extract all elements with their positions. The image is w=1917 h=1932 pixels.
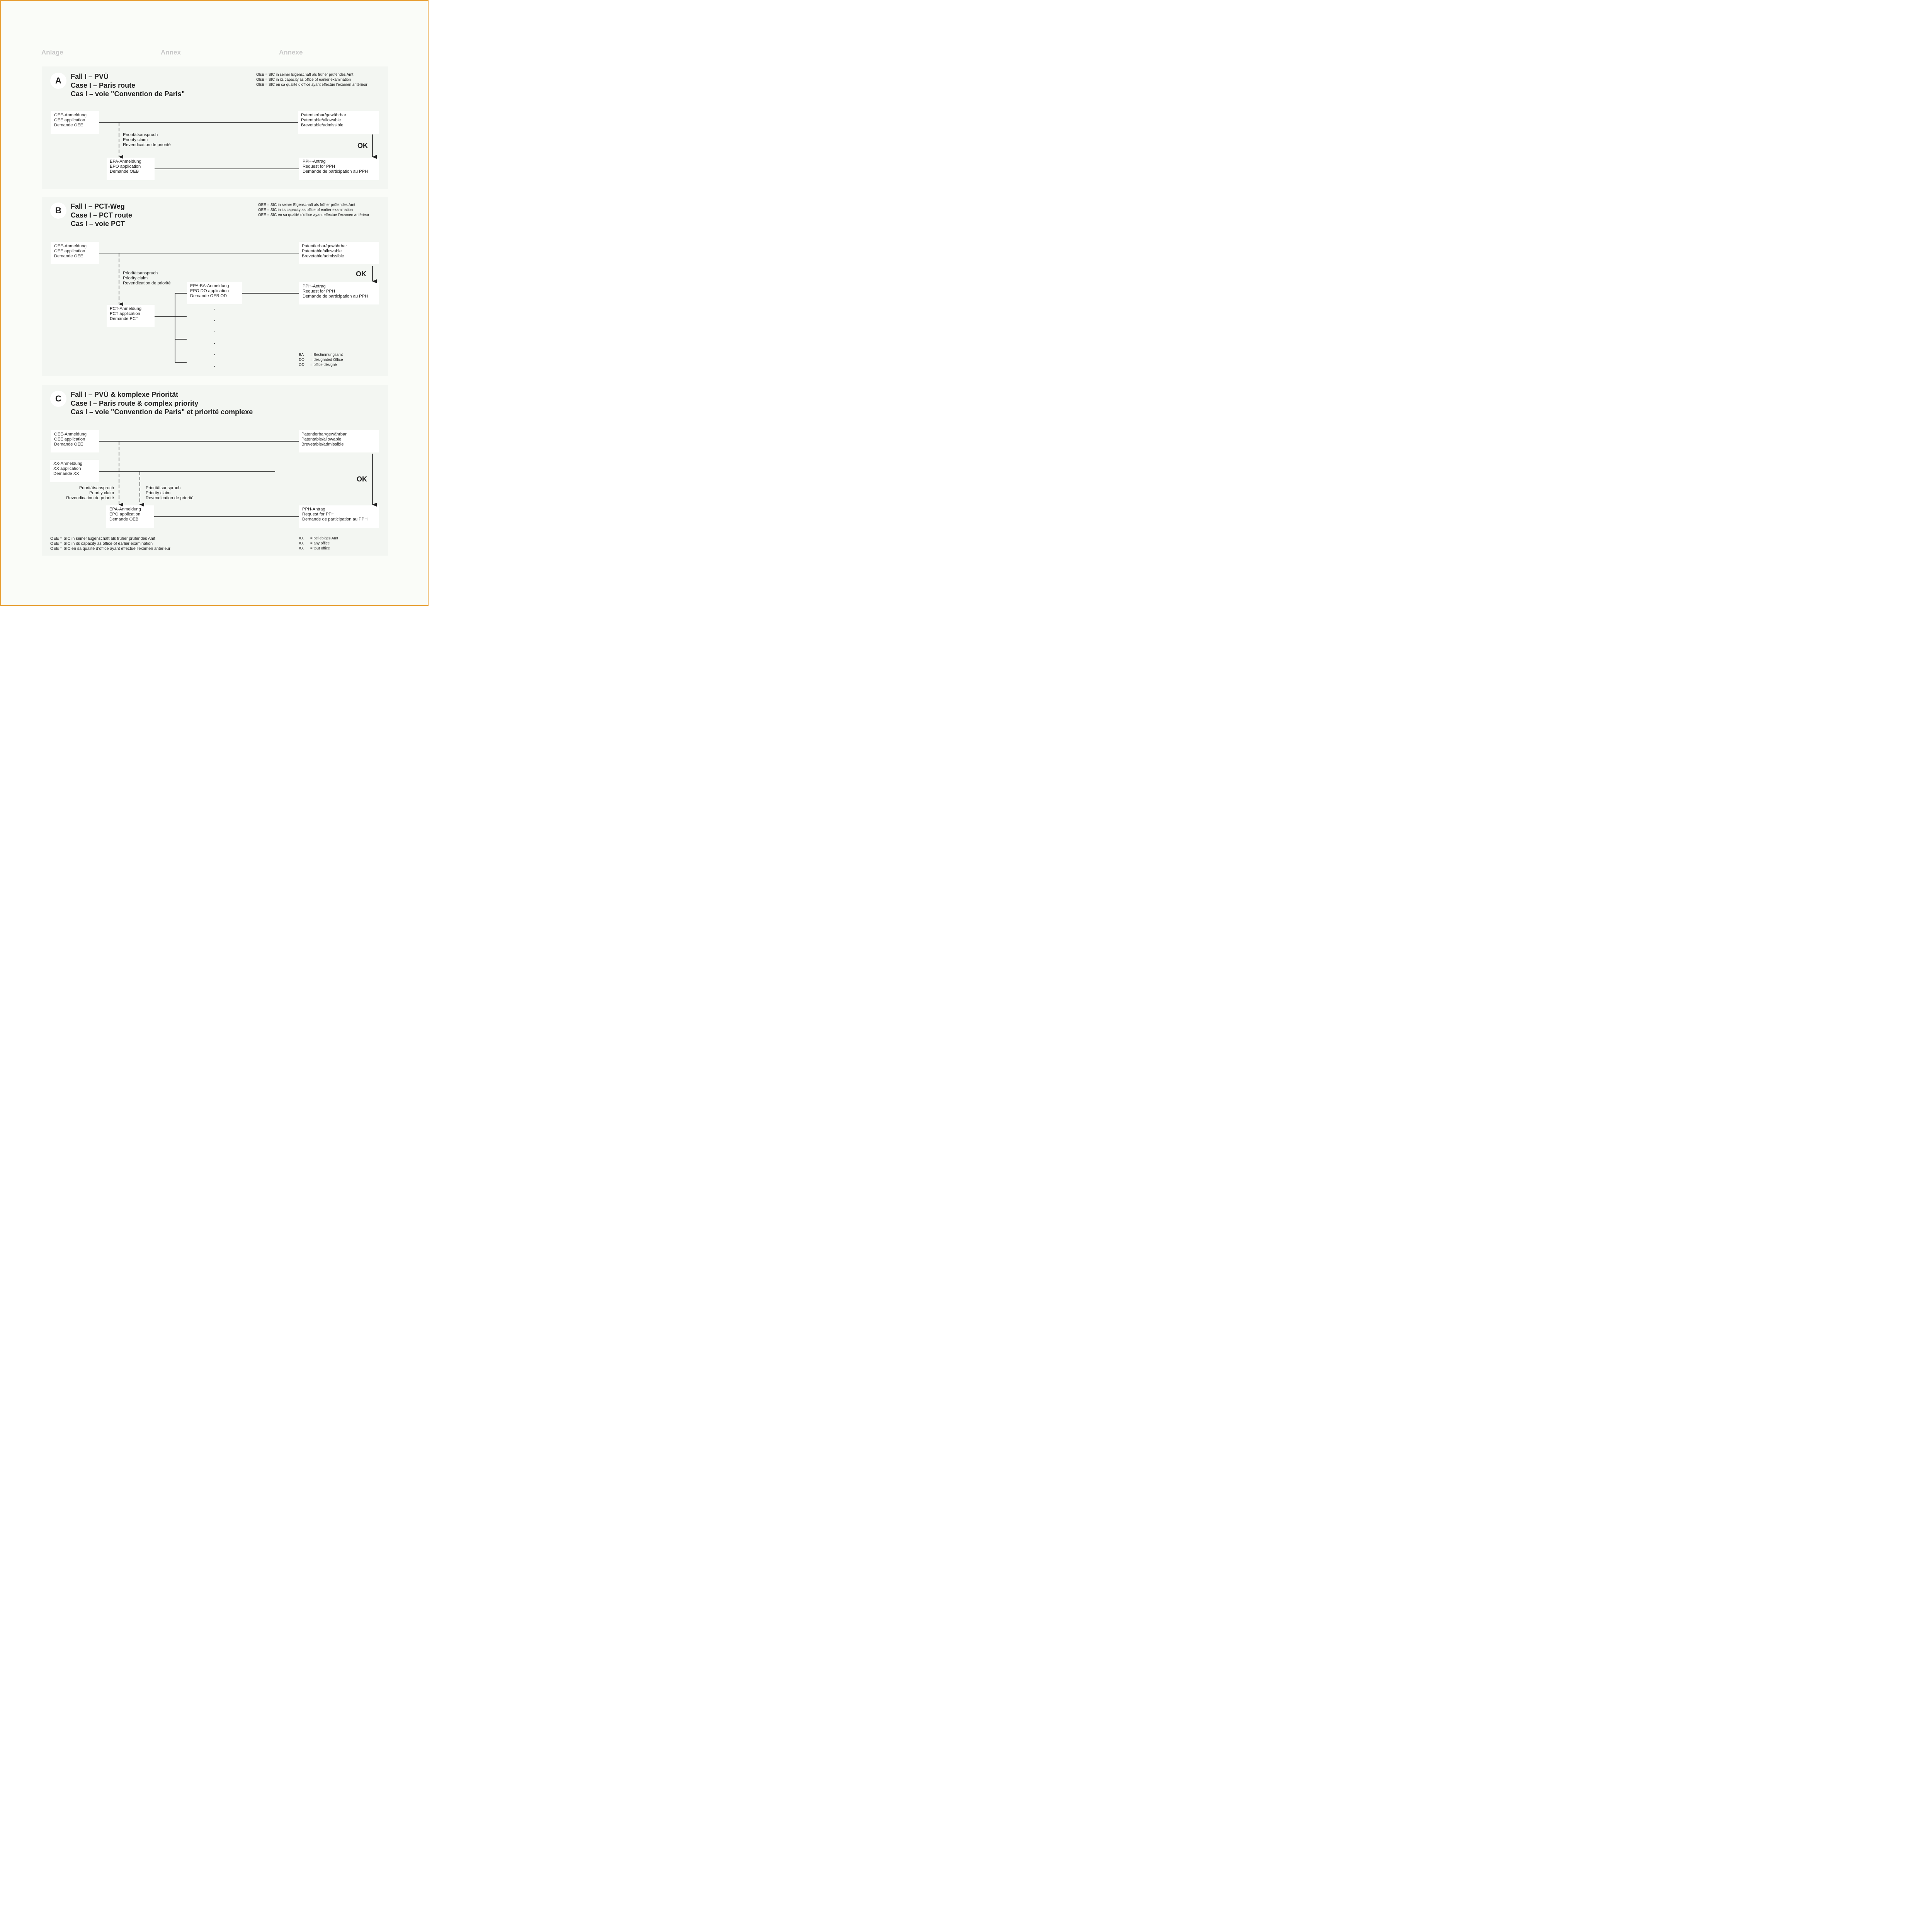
oee-application-label <box>54 244 87 259</box>
ok-label: OK <box>357 475 367 483</box>
label-line: PCT-Anmeldung <box>110 306 142 311</box>
panel-a-oee-legend <box>256 73 367 87</box>
legend-line: OEE = SIC en sa qualité d’office ayant effectué l’examen antérieur <box>258 213 369 217</box>
panel-a-letter: A <box>50 73 66 89</box>
abbrev-code: DO <box>299 357 304 362</box>
ok-label: OK <box>356 270 366 278</box>
abbrev-text: office désigné <box>313 362 337 367</box>
legend-line: OEE = SIC in its capacity as office of earlier examination <box>256 77 351 82</box>
label-line: Demande OEB <box>109 517 139 522</box>
ok-label: OK <box>357 142 368 150</box>
oee-application-label <box>54 113 87 128</box>
abbrev-text: designated Office <box>313 357 343 362</box>
abbrev-text: beliebiges Amt <box>313 536 338 541</box>
legend-line <box>299 353 343 358</box>
pct-application-label <box>110 306 141 321</box>
legend-line: OEE = SIC en sa qualité d’office ayant effectué l’examen antérieur <box>256 82 367 87</box>
label-line: Brevetable/admissible <box>301 442 344 447</box>
legend-line: OEE = SIC in seiner Eigenschaft als früher prüfendes Amt <box>256 73 354 77</box>
label-line: Demande OEB OD <box>190 294 227 298</box>
label-line: Priority claim <box>89 491 114 495</box>
page <box>0 0 429 606</box>
panel-b-letter: B <box>50 202 66 219</box>
header-anlage: Anlage <box>41 49 63 56</box>
abbrev-code: XX <box>299 541 304 546</box>
title-en: Case I – PCT route <box>71 211 133 219</box>
legend-line <box>299 536 338 541</box>
title-en: Case I – Paris route & complex priority <box>71 399 199 407</box>
label-line: Demande OEE <box>54 254 83 259</box>
label-line: PPH-Antrag <box>303 159 326 164</box>
label-line: EPA-Anmeldung <box>110 159 141 164</box>
label-line: EPO application <box>110 164 141 169</box>
ellipsis-dot <box>214 343 215 344</box>
label-line: Prioritätsanspruch <box>146 486 181 490</box>
abbrev-text: tout office <box>313 546 330 551</box>
label-line: Priority claim <box>123 138 148 142</box>
abbrev-code: XX <box>299 546 304 551</box>
header-annex: Annex <box>161 49 181 56</box>
panel-c-title <box>71 390 253 417</box>
label-line: Patentable/allowable <box>301 118 341 122</box>
panel-c-oee-legend <box>50 536 170 551</box>
label-line: PPH-Antrag <box>303 284 326 289</box>
panel-a-title <box>71 72 185 99</box>
abbrev-text: Bestimmungsamt <box>313 353 343 357</box>
title-en: Case I – Paris route <box>71 81 136 89</box>
header-annexe: Annexe <box>279 49 303 56</box>
label-line: Revendication de priorité <box>146 496 194 500</box>
label-line: OEE application <box>54 118 85 122</box>
label-line: EPO application <box>109 512 141 517</box>
legend-line: OEE = SIC in its capacity as office of earlier examination <box>258 207 353 212</box>
label-line: Prioritätsanspruch <box>79 486 114 490</box>
title-fr: Cas I – voie "Convention de Paris" <box>71 90 185 98</box>
label-line: Prioritätsanspruch <box>123 133 158 137</box>
priority-claim-label <box>123 133 171 148</box>
abbrev-eq: = <box>310 546 314 551</box>
priority-claim-left-label <box>55 486 114 501</box>
ellipsis-dot <box>214 309 215 310</box>
label-line: Priority claim <box>146 491 171 495</box>
patentable-label <box>301 432 347 447</box>
patentable-label <box>302 244 347 259</box>
label-line: XX application <box>53 466 81 471</box>
panel-b-title <box>71 202 132 228</box>
abbrev-eq: = <box>310 541 314 546</box>
label-line: OEE-Anmeldung <box>54 113 87 117</box>
label-line: Patentierbar/gewährbar <box>301 432 347 437</box>
abbrev-text: any office <box>313 541 330 546</box>
title-fr: Cas I – voie "Convention de Paris" et priorité complexe <box>71 408 253 416</box>
abbrev-eq: = <box>310 536 314 541</box>
title-de: Fall I – PVÜ & komplexe Priorität <box>71 391 179 398</box>
label-line: Revendication de priorité <box>123 143 171 147</box>
label-line: Demande OEB <box>110 169 139 174</box>
ellipsis-dot <box>214 320 215 321</box>
title-de: Fall I – PVÜ <box>71 73 109 80</box>
legend-line: OEE = SIC in its capacity as office of earlier examination <box>50 541 153 546</box>
legend-line: OEE = SIC in seiner Eigenschaft als früher prüfendes Amt <box>50 536 155 541</box>
oee-application-label <box>54 432 87 447</box>
label-line: EPA-BA-Anmeldung <box>190 284 229 288</box>
label-line: OEE-Anmeldung <box>54 432 87 437</box>
label-line: OEE application <box>54 249 85 253</box>
label-line: EPA-Anmeldung <box>109 507 141 512</box>
panel-b-oee-legend <box>258 203 369 218</box>
abbrev-code: BA <box>299 353 304 357</box>
pph-request-label <box>302 507 367 522</box>
priority-claim-label <box>123 271 171 286</box>
legend-line <box>299 363 343 368</box>
pph-request-label <box>303 284 368 299</box>
abbreviation-legend <box>299 353 343 367</box>
xx-application-label <box>53 461 82 476</box>
legend-line <box>299 358 343 363</box>
label-line: Revendication de priorité <box>66 496 114 500</box>
panel-c-letter: C <box>50 391 66 407</box>
label-line: Request for PPH <box>303 164 335 169</box>
label-line: Demande de participation au PPH <box>303 169 368 174</box>
priority-claim-right-label <box>146 486 194 501</box>
label-line: Priority claim <box>123 276 148 281</box>
label-line: PPH-Antrag <box>302 507 325 512</box>
label-line: Request for PPH <box>303 289 335 294</box>
legend-line <box>299 541 338 546</box>
label-line: OEE-Anmeldung <box>54 244 87 248</box>
epo-application-label <box>109 507 141 522</box>
label-line: Demande de participation au PPH <box>303 294 368 299</box>
patentable-label <box>301 113 346 128</box>
ellipsis-dot <box>214 354 215 355</box>
label-line: Demande XX <box>53 471 79 476</box>
abbrev-eq: = <box>310 353 314 357</box>
legend-line <box>299 546 338 551</box>
epo-application-label <box>110 159 141 174</box>
label-line: Demande OEE <box>54 442 83 447</box>
label-line: Demande PCT <box>110 316 138 321</box>
abbrev-eq: = <box>310 362 314 367</box>
label-line: Patentierbar/gewährbar <box>301 113 346 117</box>
label-line: Patentierbar/gewährbar <box>302 244 347 248</box>
label-line: Prioritätsanspruch <box>123 271 158 276</box>
label-line: Demande de participation au PPH <box>302 517 368 522</box>
label-line: Demande OEE <box>54 123 83 128</box>
abbrev-eq: = <box>310 357 314 362</box>
abbrev-code: OD <box>299 362 304 367</box>
abbrev-code: XX <box>299 536 304 541</box>
label-line: Revendication de priorité <box>123 281 171 286</box>
legend-line: OEE = SIC in seiner Eigenschaft als früher prüfendes Amt <box>258 203 356 207</box>
title-fr: Cas I – voie PCT <box>71 220 125 228</box>
pph-request-label <box>303 159 368 174</box>
xx-legend <box>299 536 338 551</box>
label-line: Patentable/allowable <box>301 437 342 442</box>
title-de: Fall I – PCT-Weg <box>71 202 125 210</box>
label-line: OEE application <box>54 437 85 442</box>
legend-line: OEE = SIC en sa qualité d’office ayant effectué l’examen antérieur <box>50 546 170 551</box>
label-line: Request for PPH <box>302 512 335 517</box>
label-line: Brevetable/admissible <box>301 123 344 128</box>
label-line: Brevetable/admissible <box>302 254 344 259</box>
label-line: EPO DO application <box>190 289 229 293</box>
label-line: XX-Anmeldung <box>53 461 83 466</box>
epo-do-application-label <box>190 284 229 299</box>
label-line: PCT application <box>110 311 140 316</box>
ellipsis-dot <box>214 366 215 367</box>
label-line: Patentable/allowable <box>302 249 342 253</box>
